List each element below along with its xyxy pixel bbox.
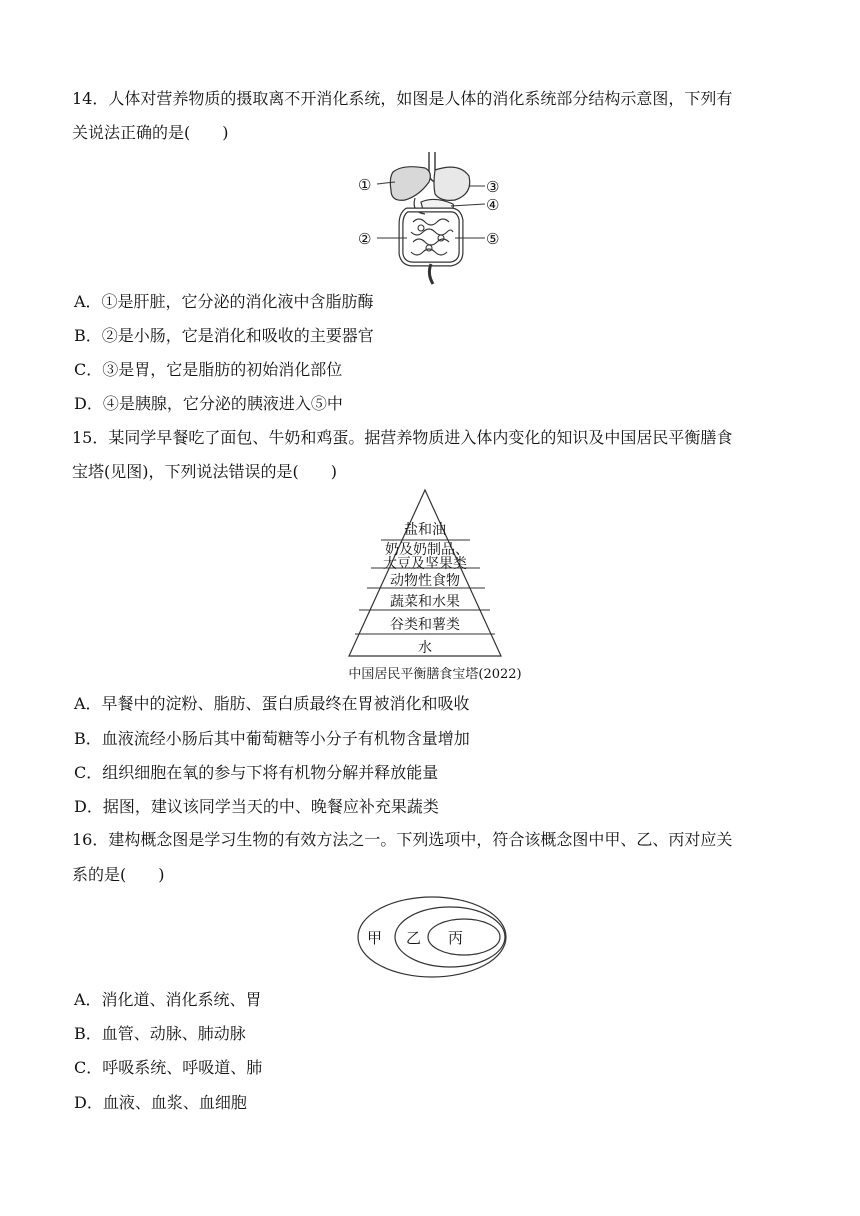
pyramid-level-vegetables-fruit: 蔬菜和水果 xyxy=(390,594,460,610)
pyramid-level-water: 水 xyxy=(418,640,432,656)
q15-option-a: A．早餐中的淀粉、脂肪、蛋白质最终在胃被消化和吸收 xyxy=(74,694,470,713)
concept-label-yi: 乙 xyxy=(406,929,422,947)
pyramid-level-animal-food: 动物性食物 xyxy=(390,573,460,589)
q16-option-d: D．血液、血浆、血细胞 xyxy=(74,1093,247,1112)
concept-label-jia: 甲 xyxy=(367,929,383,947)
digestive-system-figure xyxy=(355,150,505,288)
pyramid-caption: 中国居民平衡膳食宝塔(2022) xyxy=(348,667,522,682)
q14-stem-line2: 关说法正确的是( ) xyxy=(72,123,229,142)
label-circled-1: ① xyxy=(358,176,372,194)
q14-option-b: B．②是小肠，它是消化和吸收的主要器官 xyxy=(74,326,374,345)
food-pyramid-figure xyxy=(345,488,525,686)
pyramid-level-grains-tubers: 谷类和薯类 xyxy=(390,617,460,633)
q14-option-d: D．④是胰腺，它分泌的胰液进入⑤中 xyxy=(74,394,343,413)
concept-label-bing: 丙 xyxy=(448,929,464,947)
label-circled-2: ② xyxy=(358,230,372,248)
q16-stem-line1: 16．建构概念图是学习生物的有效方法之一。下列选项中，符合该概念图中甲、乙、丙对应关 xyxy=(72,830,733,849)
q15-option-b: B．血液流经小肠后其中葡萄糖等小分子有机物含量增加 xyxy=(74,729,470,748)
q14-stem-line1: 14．人体对营养物质的摄取离不开消化系统，如图是人体的消化系统部分结构示意图，下列有 xyxy=(72,89,733,108)
q16-stem-line2: 系的是( ) xyxy=(72,865,165,884)
pyramid-level-soy-nuts: 大豆及坚果类 xyxy=(383,556,467,572)
q15-stem-line2: 宝塔(见图)，下列说法错误的是( ) xyxy=(72,462,337,481)
q16-option-c: C．呼吸系统、呼吸道、肺 xyxy=(74,1058,263,1077)
label-circled-3: ③ xyxy=(486,178,500,196)
q15-option-c: C．组织细胞在氧的参与下将有机物分解并释放能量 xyxy=(74,763,439,782)
pyramid-level-dairy: 奶及奶制品、 xyxy=(385,542,469,558)
q16-option-a: A．消化道、消化系统、胃 xyxy=(74,990,262,1009)
q16-option-b: B．血管、动脉、肺动脉 xyxy=(74,1024,246,1043)
q15-stem-line1: 15．某同学早餐吃了面包、牛奶和鸡蛋。据营养物质进入体内变化的知识及中国居民平衡膳食 xyxy=(72,428,733,447)
pyramid-level-salt-oil: 盐和油 xyxy=(404,522,446,538)
q15-option-d: D．据图，建议该同学当天的中、晚餐应补充果蔬类 xyxy=(74,797,439,816)
label-circled-5: ⑤ xyxy=(486,230,500,248)
label-circled-4: ④ xyxy=(486,196,500,214)
concept-map-figure xyxy=(354,892,514,982)
q14-option-a: A．①是肝脏，它分泌的消化液中含脂肪酶 xyxy=(74,292,374,311)
q14-option-c: C．③是胃，它是脂肪的初始消化部位 xyxy=(74,360,343,379)
